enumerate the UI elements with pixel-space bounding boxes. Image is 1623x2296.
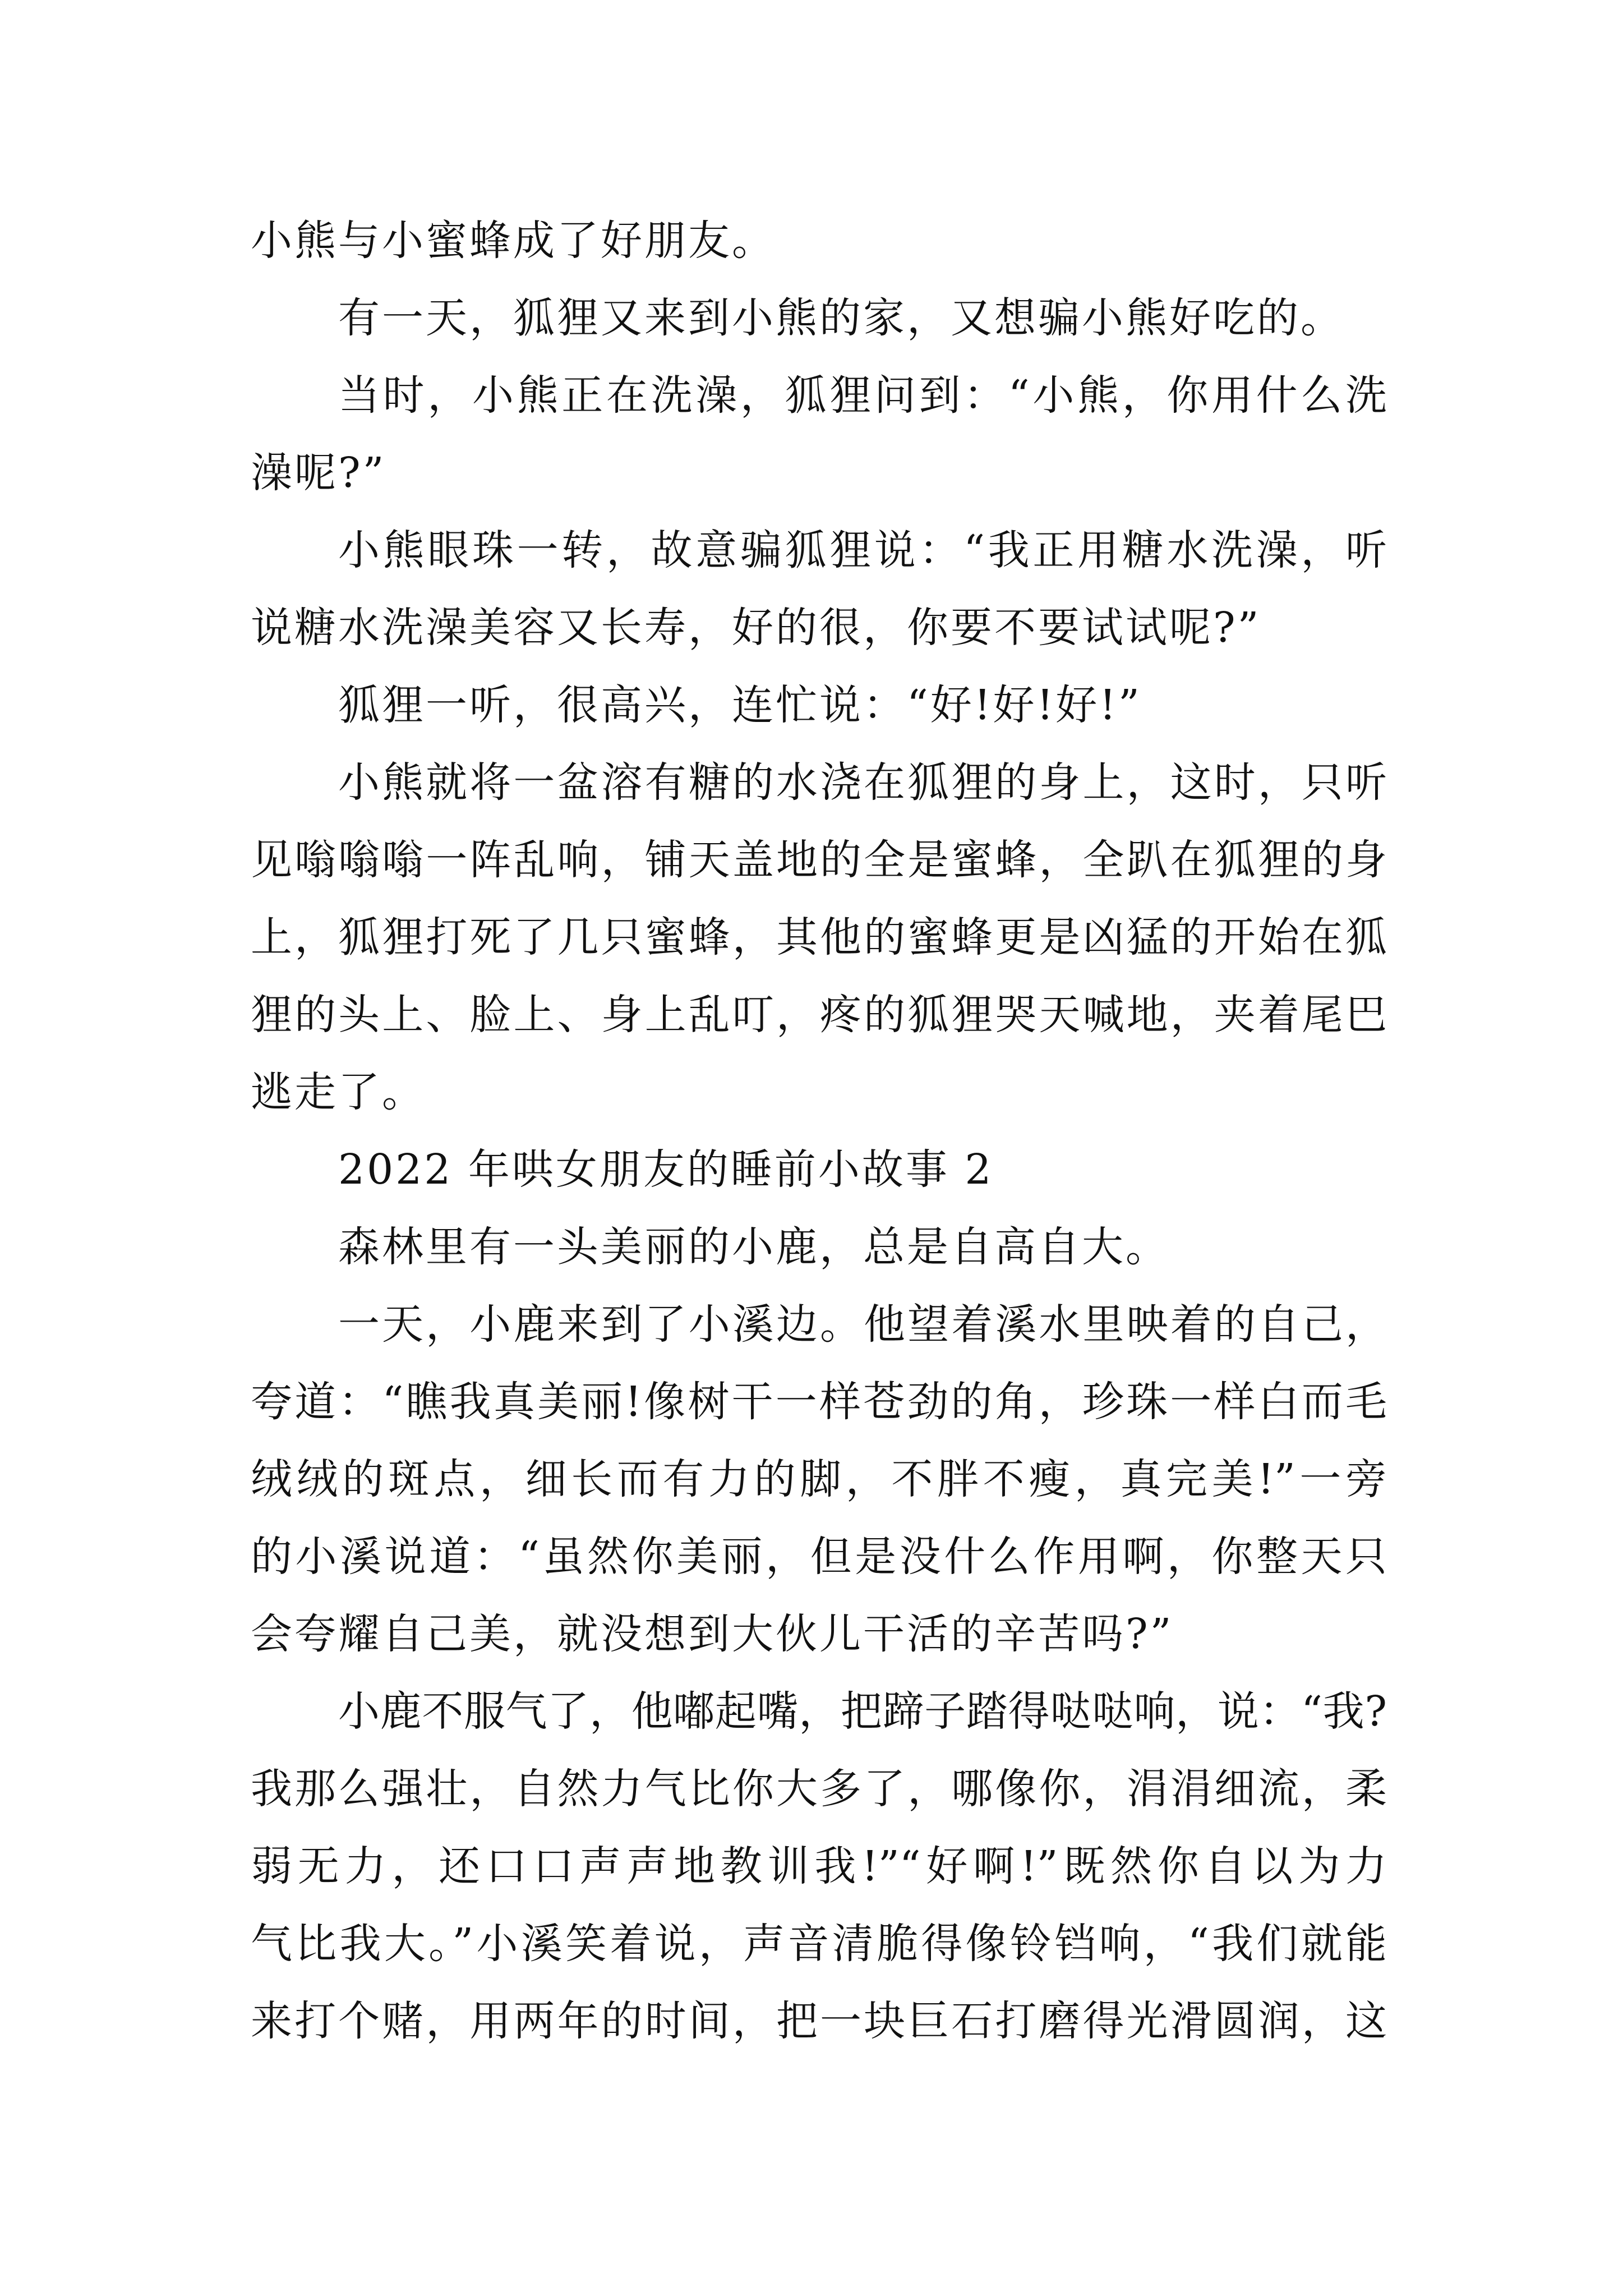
text-line: 一天，小鹿来到了小溪边。他望着溪水里映着的自己， — [338, 1300, 1387, 1349]
text-line: 森林里有一头美丽的小鹿，总是自高自大。 — [338, 1223, 1169, 1271]
text-line: 狐狸一听，很高兴，连忙说：“好!好!好!” — [338, 681, 1142, 729]
text-line: 有一天，狐狸又来到小熊的家，又想骗小熊好吃的。 — [338, 294, 1344, 342]
body-text — [251, 202, 1387, 2060]
text-line: 澡呢?” — [251, 449, 386, 497]
paragraph — [251, 744, 1387, 1131]
paragraph — [251, 202, 1387, 279]
section-heading — [251, 1131, 1387, 1208]
section-heading-text: 2022 年哄女朋友的睡前小故事 2 — [338, 1145, 994, 1194]
text-line: 小熊与小蜜蜂成了好朋友。 — [251, 217, 776, 265]
text-line: 见嗡嗡嗡一阵乱响，铺天盖地的全是蜜蜂，全趴在狐狸的身 — [251, 836, 1387, 884]
text-line: 弱无力，还口口声声地教训我!”“好啊!”既然你自以为力 — [251, 1842, 1387, 1890]
paragraph — [251, 1208, 1387, 1286]
text-line: 的小溪说道：“虽然你美丽，但是没什么作用啊，你整天只 — [251, 1533, 1387, 1581]
text-line: 狸的头上、脸上、身上乱叮，疼的狐狸哭天喊地，夹着尾巴 — [251, 991, 1387, 1039]
paragraph — [251, 512, 1387, 666]
text-line: 夸道：“瞧我真美丽!像树干一样苍劲的角，珍珠一样白而毛 — [251, 1378, 1387, 1426]
text-line: 会夸耀自己美，就没想到大伙儿干活的辛苦吗?” — [251, 1610, 1174, 1658]
text-line: 当时，小熊正在洗澡，狐狸问到：“小熊，你用什么洗 — [338, 371, 1387, 420]
paragraph — [251, 1286, 1387, 1673]
text-line: 逃走了。 — [251, 1068, 426, 1116]
paragraph — [251, 357, 1387, 512]
text-line: 绒绒的斑点，细长而有力的脚，不胖不瘦，真完美!”一旁 — [251, 1455, 1387, 1503]
text-line: 说糖水洗澡美容又长寿，好的很，你要不要试试呢?” — [251, 604, 1261, 652]
text-line: 我那么强壮，自然力气比你大多了，哪像你，涓涓细流，柔 — [251, 1765, 1387, 1813]
text-line: 来打个赌，用两年的时间，把一块巨石打磨得光滑圆润，这 — [251, 1997, 1387, 2045]
text-line: 小熊眼珠一转，故意骗狐狸说：“我正用糖水洗澡，听 — [338, 526, 1387, 574]
text-line: 上，狐狸打死了几只蜜蜂，其他的蜜蜂更是凶猛的开始在狐 — [251, 913, 1387, 961]
paragraph — [251, 279, 1387, 357]
paragraph — [251, 666, 1387, 744]
text-line: 小熊就将一盆溶有糖的水浇在狐狸的身上，这时，只听 — [338, 758, 1387, 807]
text-line: 小鹿不服气了，他嘟起嘴，把蹄子踏得哒哒响，说：“我? — [338, 1687, 1387, 1736]
paragraph — [251, 1673, 1387, 2060]
text-line: 气比我大。”小溪笑着说，声音清脆得像铃铛响，“我们就能 — [251, 1920, 1387, 1968]
